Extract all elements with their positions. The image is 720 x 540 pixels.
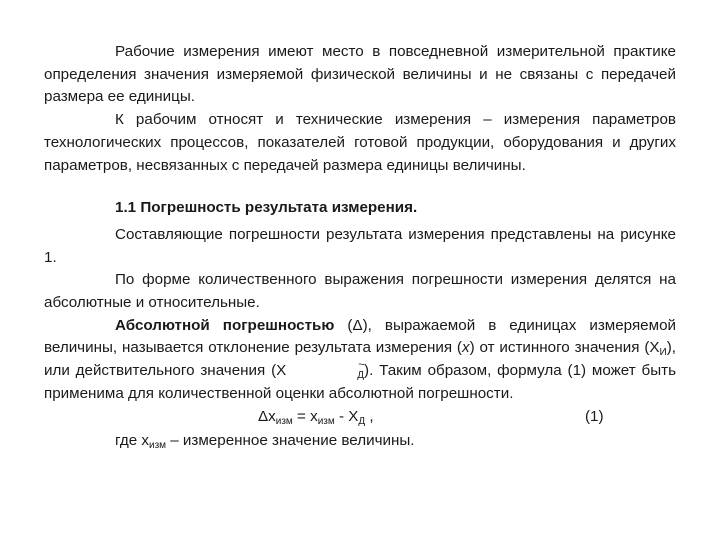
formula-expression [258,406,374,429]
text-segment: ), или действительного значения (X [44,339,677,380]
formula-delta-x: Δx [258,407,276,425]
formula-equals-x: = x [292,407,318,425]
where-text: – измеренное значение величины. [166,431,415,449]
formula-number: (1) [585,407,604,425]
text-segment: ) от истинного значения (X [469,339,660,357]
subscript-true: И [659,347,667,359]
formula-comma: , [365,407,374,425]
text-segment: (Δ), выражаемой в единицах измеряемой величины, называется отклонение результата измерения ( [44,316,677,357]
symbol-x: x [461,339,470,357]
formula-subscript: изм [317,415,335,427]
paragraph-where [44,430,676,453]
formula-minus-x: - X [334,407,359,425]
paragraph-technical-measurements: К рабочим относят и технические измерения – измерения параметров технологических процессов, показателей готовой продукции, оборудования и других параметров, несвязанных с передачей размера единицы величины. [44,111,676,174]
term-absolute-error: Абсолютной погрешностью [115,316,335,334]
where-prefix: где x [115,431,149,449]
paragraph-error-components: Составляющие погрешности результата измерения представлены на рисунке 1. [44,225,676,266]
paragraph-working-measurements: Рабочие измерения имеют место в повседневной измерительной практике определения значения измеряемой физической величины и не связаны с передачей размера ее единицы. [44,43,676,106]
formula-line [44,406,676,430]
where-subscript: изм [148,439,167,451]
formula-subscript: Д [358,415,366,427]
text-segment: ). Таким образом, формула (1) может быть применима для количественной оценки абсолютной погрешности. [44,362,676,402]
paragraph-error-forms: По форме количественного выражения погрешности измерения делятся на абсолютные и относительные. [44,271,676,312]
section-heading: 1.1 Погрешность результата измерения. [115,199,418,217]
formula-subscript: изм [275,415,293,427]
document-body [44,41,676,452]
paragraph-absolute-error: Абсолютной погрешностью (Δ), выражаемой в единицах измеряемой величины, называется отклонение результата измерения (x) от истинного значения $(X_И)$, или действительного значения (X $_Д$). Таким образом, формула (1) может быть применима для количественной оценки абсолютной погрешности. [44,316,677,402]
